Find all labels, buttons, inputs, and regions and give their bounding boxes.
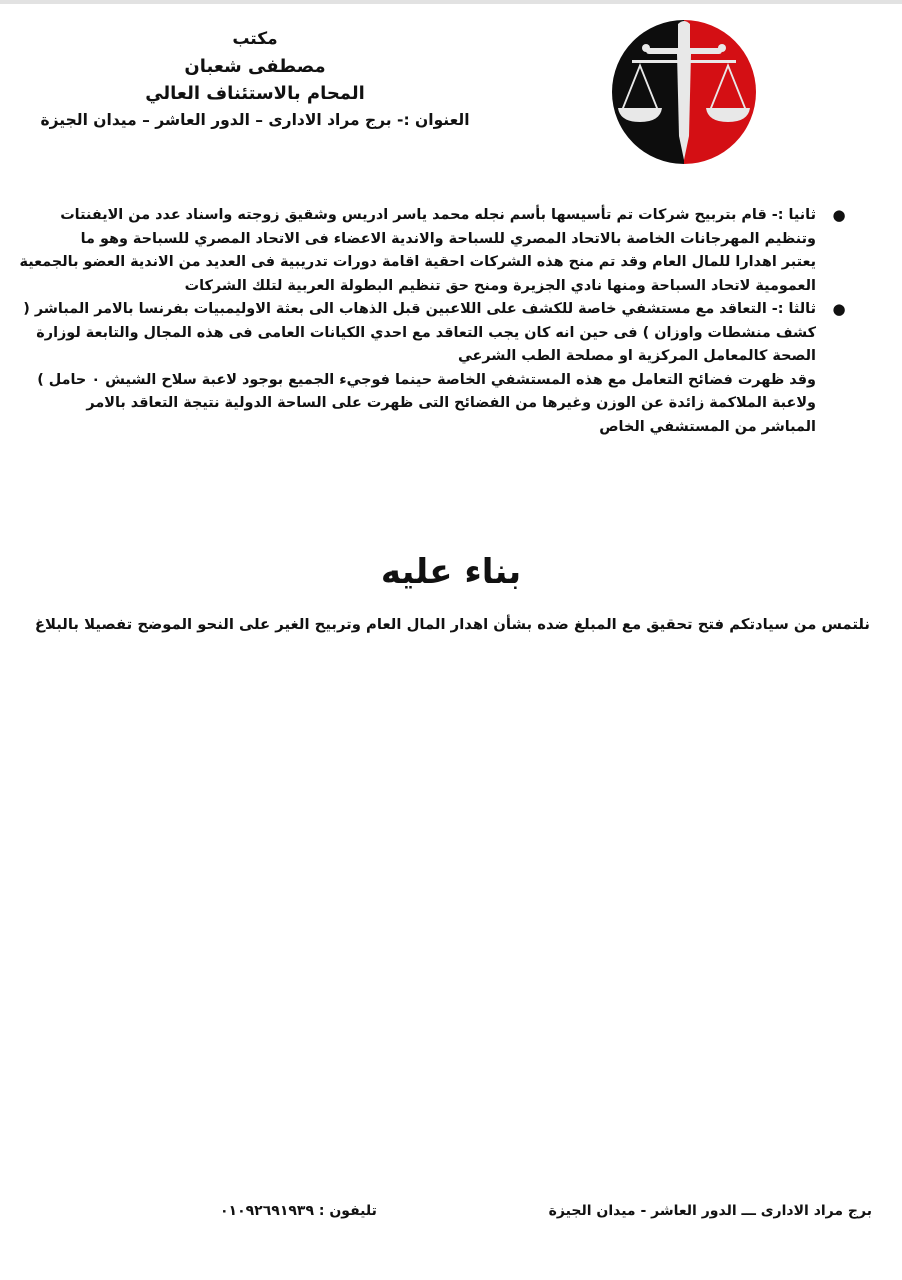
paragraph-line: المباشر من المستشفي الخاص: [599, 418, 816, 435]
page-top-edge: [0, 0, 902, 4]
bullet-icon: ●: [832, 300, 846, 318]
scales-of-justice-logo-icon: [606, 18, 762, 166]
footer-address: برج مراد الادارى ـــ الدور العاشر - ميدان الجيزة: [548, 1203, 872, 1219]
logo-red-half: [684, 18, 762, 166]
letterhead: [40, 26, 470, 134]
conclusion-heading: بناء عليه: [380, 552, 522, 592]
paragraph-line: ثانيا :- قام بتربيح شركات تم تأسيسها بأسم نجله محمد ياسر ادريس وشقيق زوجته واسناد عدد من الايفنتات: [60, 207, 816, 223]
page-footer: [220, 1203, 872, 1219]
paragraph-line: ثالثا :- التعاقد مع مستشفي خاصة للكشف على اللاعبين قبل الذهاب الى بعثة الاوليمبيات بفرنسا بالامر المباشر (: [23, 301, 816, 317]
footer-phone: تليفون : ٠١٠٩٢٦٩١٩٣٩: [220, 1203, 377, 1219]
office-address: العنوان :- برج مراد الادارى – الدور العاشر – ميدان الجيزة: [40, 111, 470, 129]
complaint-points-list: [19, 204, 846, 439]
paragraph-line: كشف منشطات واوزان ) فى حين انه كان يجب التعاقد مع احدي الكيانات العامى فى هذه المجال والتابعة لوزارة: [36, 324, 816, 341]
conclusion-request: نلتمس من سيادتكم فتح تحقيق مع المبلغ ضده بشأن اهدار المال العام وتربيح الغير على النحو الموضح تفصيلا بالبلاغ: [34, 616, 870, 633]
lawyer-title: المحام بالاستئناف العالي: [145, 83, 365, 104]
paragraph-line: ولاعبة الملاكمة زائدة عن الوزن وغيرها من الفضائح التى ظهرت على الساحة الدولية نتيجة التعاقد بالامر: [86, 395, 816, 411]
paragraph-line: العمومية لاتحاد السباحة ومنها نادي الجزيرة ومنح حق تنظيم البطولة العربية لتلك الشركات: [184, 277, 816, 294]
list-item-second: [19, 204, 846, 298]
lawyer-name: مصطفى شعبان: [184, 56, 326, 77]
paragraph-line: وتنظيم المهرجانات الخاصة بالاتحاد المصري للسباحة والاندية الاعضاء فى الاتحاد المصري للسباحة وهو ما: [80, 230, 816, 247]
logo-black-half: [606, 18, 684, 166]
office-label: مكتب: [232, 29, 278, 49]
paragraph-line: الصحة كالمعامل المركزية او مصلحة الطب الشرعي: [457, 348, 816, 364]
paragraph-line: يعتبر اهدارا للمال العام وقد تم منح هذه الشركات احقية اقامة دورات تدريبية فى العديد من الاندية العضو بالجمعية: [19, 254, 816, 270]
list-item-third: [23, 298, 846, 439]
bullet-icon: ●: [832, 206, 846, 224]
paragraph-line: وقد ظهرت فضائح التعامل مع هذه المستشفي الخاصة حينما فوجيء الجميع بوجود لاعبة سلاح الشيش ٠ حامل ): [37, 371, 816, 388]
